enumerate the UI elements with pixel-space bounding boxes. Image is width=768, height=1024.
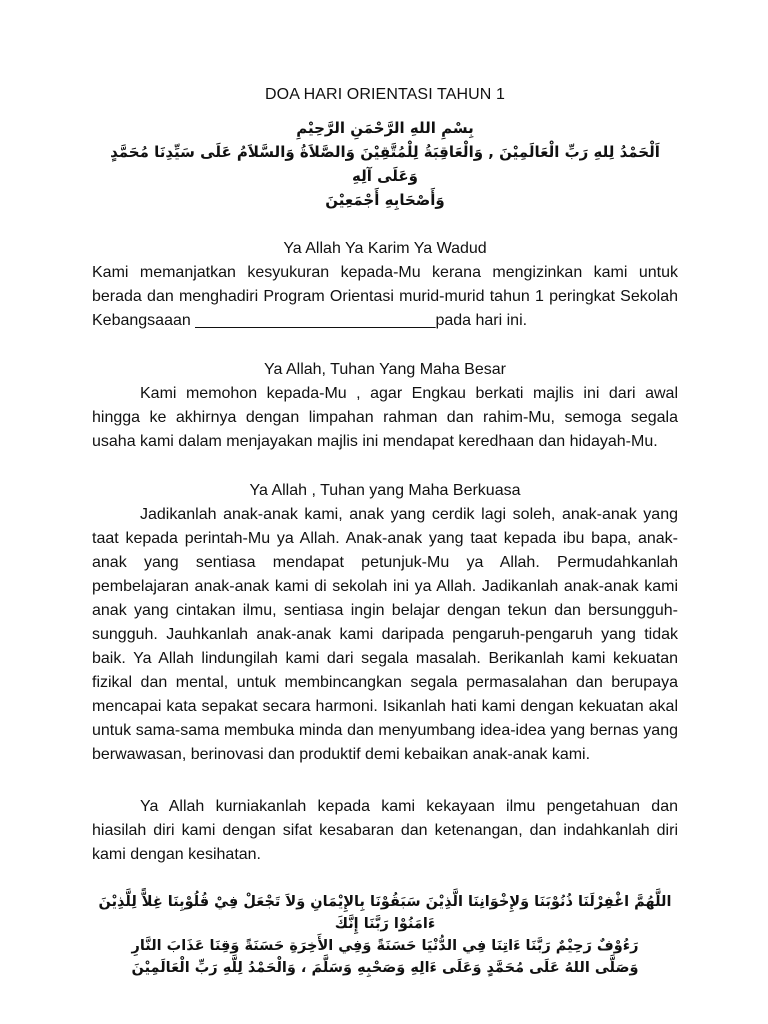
arabic-closing-line: وَصَلَّى اللهُ عَلَى مُحَمَّدٍ وَعَلَى ءَالِهِ وَصَحْبِهِ وَسَلَّمَ ، وَالْحَمْدُ لِلَّهِ رَبِّ الْعَالَمِيْنَ [131, 960, 639, 976]
section-paragraph: Jadikanlah anak-anak kami, anak yang cerdik lagi soleh, anak-anak yang taat kepada perintah-Mu ya Allah. Anak-anak yang taat kepada ibu bapa, anak-anak yang sentiasa mendapat petunjuk-Mu ya Allah. Permudahkanlah pembelajaran anak-anak kami di sekolah ini ya Allah. Jadikanlah anak-anak kami anak yang cintakan ilmu, sentiasa ingin belajar dengan tekun dan bersungguh-sungguh. Jauhkanlah anak-anak kami daripada pengaruh-pengaruh yang tidak baik. Ya Allah lindungilah kami dari segala masalah. Berikanlah kami kekuatan fizikal dan mental, untuk membincangkan segala permasalahan dan berupaya mencapai kata sepakat secara harmoni. Isikanlah hati kami dengan kekuatan akal untuk sama-sama membuka minda dan menyumbang idea-idea yang bernas yang berwawasan, berinovasi dan produktif demi kebaikan anak-anak kami. [92, 506, 678, 763]
arabic-closing [92, 891, 678, 979]
document-title: DOA HARI ORIENTASI TAHUN 1 [265, 86, 505, 103]
basmalah-line: بِسْمِ اللهِ الرَّحْمَنِ الرَّحِيْمِ [296, 119, 474, 137]
section-heading: Ya Allah , Tuhan yang Maha Berkuasa [249, 482, 521, 499]
arabic-opening-line: وَأَصْحَابِهِ أَجْمَعِيْنَ [325, 191, 445, 209]
section-3 [92, 482, 678, 867]
arabic-closing-line: اللَّهُمَّ اغْفِرْلَنَا ذُنُوْبَنَا وَلإِخْوَانِنَا الَّذِيْنَ سَبَقُوْنَا بِالإِيْمَانِ وَلاَ تَجْعَلْ فِيْ قُلُوْبِنَا غِلاًّ لِلَّذِيْنَ ءَامَنُوْا رَبَّنَا إِنَّكَ [98, 894, 672, 932]
section-2 [92, 361, 678, 454]
section-paragraph: Ya Allah kurniakanlah kepada kami kekayaan ilmu pengetahuan dan hiasilah diri kami dengan sifat kesabaran dan ketenangan, dan indahkanlah diri kami dengan kesihatan. [92, 798, 678, 863]
section-paragraph: Kami memohon kepada-Mu , agar Engkau berkati majlis ini dari awal hingga ke akhirnya dengan limpahan rahman dan rahim-Mu, semoga segala usaha kami dalam menjayakan majlis ini mendapat keredhaan dan hidayah-Mu. [92, 385, 678, 450]
arabic-opening-line: اَلْحَمْدُ لِلهِ رَبِّ الْعَالَمِيْنَ , وَالْعَاقِبَةُ لِلْمُتَّقِيْنَ وَالصَّلاَةُ وَالسَّلاَمُ عَلَى سَيِّدِنَا مُحَمَّدٍ وَعَلَى آلِهِ [110, 143, 660, 185]
arabic-closing-line: رَءُوْفٌ رَحِيْمٌ رَبَّنَا ءَاتِنَا فِي الدُّنْيَا حَسَنَةً وَفِي الأَخِرَةِ حَسَنَةً وَقِنَا عَذَابَ النَّارِ [131, 938, 639, 954]
section-1 [92, 240, 678, 333]
section-heading: Ya Allah Ya Karim Ya Wadud [283, 240, 487, 257]
section-paragraph: Kami memanjatkan kesyukuran kepada-Mu kerana mengizinkan kami untuk berada dan menghadiri Program Orientasi murid-murid tahun 1 peringkat Sekolah Kebangsaaan ___________________________pada hari ini. [92, 264, 678, 329]
section-heading: Ya Allah, Tuhan Yang Maha Besar [264, 361, 506, 378]
arabic-opening [92, 116, 678, 212]
